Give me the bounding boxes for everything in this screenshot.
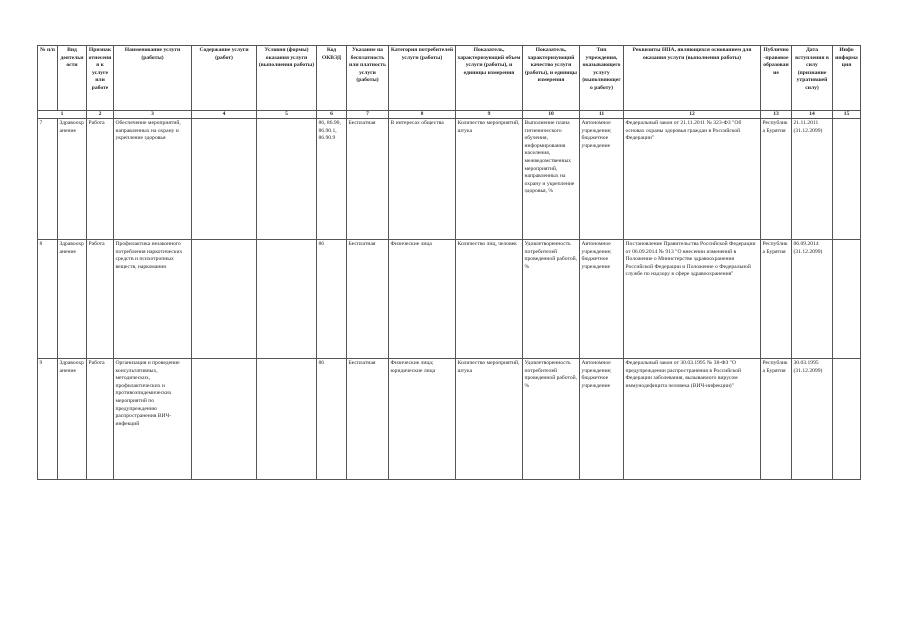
service-name-cell: Организация и проведение консультативных, методических, профилактических и противоэпидемических мероприятий по предупреждению распространения ВИЧ-инфекций (114, 359, 192, 480)
quality-cell: Выполнение плана гигиенического обучения, информирования населения, межведомственных мероприятий, направленных на охрану и укрепление здоровья, % (523, 119, 580, 240)
volume-cell: Количество мероприятий, штука (456, 359, 523, 480)
entity-cell: Республика Бурятия (761, 119, 792, 240)
header-cell-content: Содержание услуги (работ) (192, 46, 257, 111)
npa-cell: Федеральный закон от 21.11.2011 № 323-ФЗ "Об основах охраны здоровья граждан в Российской Федерации" (624, 119, 761, 240)
quality-cell: Удовлетворенность потребителей проведенной работой, % (523, 359, 580, 480)
entity-cell: Республика Бурятия (761, 240, 792, 359)
column-number: 7 (347, 111, 389, 119)
services-registry-table (37, 45, 861, 480)
info-cell (833, 240, 861, 359)
column-number-row (38, 111, 861, 119)
column-number: 4 (192, 111, 257, 119)
info-cell (833, 119, 861, 240)
quality-cell: Удовлетворенность потребителей проведенной работой, % (523, 240, 580, 359)
table-row (38, 359, 861, 480)
npa-cell: Постановление Правительства Российской Федерации от 06.09.2014 № 913 "О внесении изменений в Положение о Министерстве здравоохранения Российской Федерации и Положение о Федеральной службе по надзору в сфере здравоохранения" (624, 240, 761, 359)
content-cell (192, 240, 257, 359)
consumers-cell: В интересах общества (389, 119, 456, 240)
column-number: 6 (317, 111, 347, 119)
column-number: 12 (624, 111, 761, 119)
content-cell (192, 119, 257, 240)
header-cell-num: № п/п (38, 46, 58, 111)
header-cell-okved: Код ОКВЭД (317, 46, 347, 111)
date-cell: 21.11.2011 (31.12.2099) (792, 119, 833, 240)
row-number: 8 (38, 240, 58, 359)
okved-cell: 86, 86.90, 86.90.1, 86.90.9 (317, 119, 347, 240)
column-number: 2 (87, 111, 114, 119)
column-number: 11 (580, 111, 624, 119)
conditions-cell (257, 359, 317, 480)
header-cell-npa: Реквизиты НПА, являющихся основанием для оказания услуги (выполнения работы) (624, 46, 761, 111)
column-number: 15 (833, 111, 861, 119)
column-number: 14 (792, 111, 833, 119)
info-cell (833, 359, 861, 480)
header-cell-volume: Показатель, характеризующий объем услуги (работы), и единицы измерения (456, 46, 523, 111)
npa-cell: Федеральный закон от 30.03.1995 № 38-ФЗ "О предупреждении распространения в Российской Федерации заболевания, вызываемого вирусом иммунодефицита человека (ВИЧ-инфекции)" (624, 359, 761, 480)
row-number: 9 (38, 359, 58, 480)
consumers-cell: Физические лица (389, 240, 456, 359)
activity-cell: Здравоохранение (58, 119, 87, 240)
okved-cell: 86 (317, 240, 347, 359)
column-number: 9 (456, 111, 523, 119)
table-row (38, 240, 861, 359)
activity-cell: Здравоохранение (58, 240, 87, 359)
header-cell-pay: Указание на бесплатность или платность услуги (работы) (347, 46, 389, 111)
sign-cell: Работа (87, 119, 114, 240)
column-number: 13 (761, 111, 792, 119)
content-cell (192, 359, 257, 480)
pay-cell: Бесплатная (347, 240, 389, 359)
institution-type-cell: Автономное учреждение; бюджетное учреждение (580, 240, 624, 359)
conditions-cell (257, 240, 317, 359)
table-row (38, 119, 861, 240)
consumers-cell: Физические лица; юридические лица (389, 359, 456, 480)
header-cell-entity: Публично-правовое образование (761, 46, 792, 111)
column-number: 8 (389, 111, 456, 119)
header-cell-name: Наименование услуги (работы) (114, 46, 192, 111)
column-number: 3 (114, 111, 192, 119)
pay-cell: Бесплатная (347, 119, 389, 240)
column-number: 1 (38, 111, 87, 119)
institution-type-cell: Автономное учреждение; бюджетное учреждение (580, 119, 624, 240)
header-cell-quality: Показатель, характеризующий качество услуги (работы), и единицы измерения (523, 46, 580, 111)
header-row (38, 46, 861, 111)
entity-cell: Республика Бурятия (761, 359, 792, 480)
date-cell: 06.09.2014 (31.12.2099) (792, 240, 833, 359)
date-cell: 30.03.1995 (31.12.2099) (792, 359, 833, 480)
service-name-cell: Обеспечение мероприятий, направленных на охрану и укрепление здоровья (114, 119, 192, 240)
header-cell-conditions: Условия (формы) оказания услуги (выполнения работы) (257, 46, 317, 111)
header-cell-consumers: Категория потребителей услуги (работы) (389, 46, 456, 111)
column-number: 5 (257, 111, 317, 119)
row-number: 7 (38, 119, 58, 240)
sign-cell: Работа (87, 240, 114, 359)
header-cell-type: Тип учреждения, оказывающего услугу (выполняющего работу) (580, 46, 624, 111)
header-cell-sign: Признак отнесения к услуге или работе (87, 46, 114, 111)
header-cell-activity: Вид деятельности (58, 46, 87, 111)
volume-cell: Количество мероприятий, штука (456, 119, 523, 240)
volume-cell: Количество лиц, человек (456, 240, 523, 359)
pay-cell: Бесплатная (347, 359, 389, 480)
activity-cell: Здравоохранение (58, 359, 87, 480)
header-cell-info: Инфо информация (833, 46, 861, 111)
column-number: 10 (523, 111, 580, 119)
okved-cell: 86 (317, 359, 347, 480)
conditions-cell (257, 119, 317, 240)
sign-cell: Работа (87, 359, 114, 480)
service-name-cell: Профилактика незаконного потребления наркотических средств и психотропных веществ, наркомании (114, 240, 192, 359)
institution-type-cell: Автономное учреждение; бюджетное учреждение (580, 359, 624, 480)
header-cell-date: Дата вступления в силу (признание утратившей силу) (792, 46, 833, 111)
